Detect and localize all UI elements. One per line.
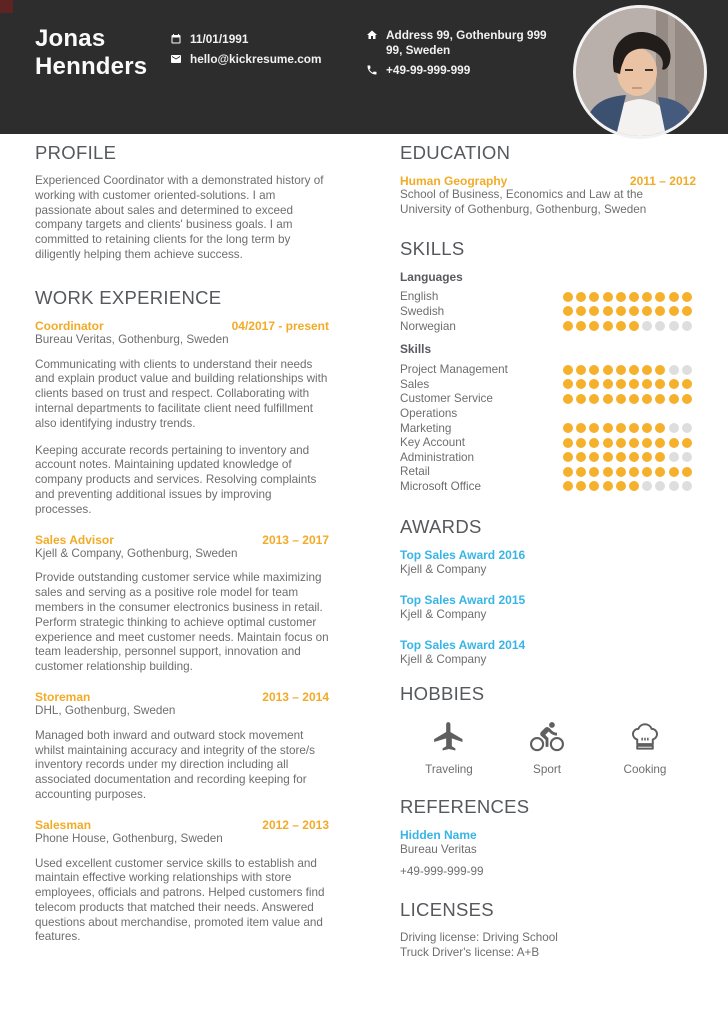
skill-name: Sales [400, 377, 430, 391]
skill-dot-filled [682, 438, 692, 448]
job-title: Coordinator [35, 318, 104, 333]
skill-name: Microsoft Office [400, 479, 481, 493]
skill-dot-filled [576, 438, 586, 448]
phone-row [366, 63, 547, 78]
skill-name: Marketing [400, 421, 452, 435]
address-row [366, 28, 547, 58]
job-description: Communicating with clients to understand their needs and explain product value and building relationships with clients based on trust and respect. Collaborating with internal departments to facilitate client need fulfillment also identifying industry trends. [35, 357, 328, 430]
skill-dot-filled [682, 292, 692, 302]
skill-dot-filled [629, 292, 639, 302]
skill-dot-filled [616, 365, 626, 375]
hobby-item [596, 719, 694, 776]
education-heading: EDUCATION [400, 142, 511, 163]
skill-dot-filled [629, 481, 639, 491]
profile-photo [573, 5, 707, 139]
skill-dot-filled [655, 292, 665, 302]
skill-dot-empty [655, 481, 665, 491]
skill-dot-filled [655, 365, 665, 375]
skill-dot-empty [669, 452, 679, 462]
skill-dot-filled [589, 306, 599, 316]
reference-name: Hidden Name [400, 827, 477, 842]
skill-dot-filled [589, 481, 599, 491]
skill-dot-filled [669, 306, 679, 316]
skill-dot-filled [589, 321, 599, 331]
award-title: Top Sales Award 2016 [400, 547, 526, 562]
work-experience-section [35, 287, 329, 946]
languages-label: Languages [400, 269, 463, 284]
skill-dot-filled [655, 467, 665, 477]
skill-dot-filled [589, 452, 599, 462]
references-heading: REFERENCES [400, 795, 530, 817]
hobbies-heading: HOBBIES [400, 682, 485, 704]
skill-rating [563, 292, 696, 302]
bicycle-icon [530, 719, 564, 755]
corner-mark [0, 0, 13, 13]
awards-section [400, 516, 696, 666]
job-date: 04/2017 - present [231, 318, 329, 333]
skill-dot-filled [563, 365, 573, 375]
skill-dot-filled [655, 394, 665, 404]
award-title: Top Sales Award 2015 [400, 592, 526, 607]
hobby-item [498, 719, 596, 776]
skills-list [400, 362, 696, 493]
skill-dot-filled [629, 306, 639, 316]
skill-dot-empty [682, 452, 692, 462]
skill-row [400, 377, 696, 392]
skill-dot-filled [603, 481, 613, 491]
skill-dot-filled [669, 292, 679, 302]
skill-name: Operations [400, 406, 458, 420]
address-line-2: 99, Sweden [386, 43, 451, 57]
job-entry [35, 319, 329, 518]
skill-dot-filled [629, 365, 639, 375]
skill-name: Swedish [400, 304, 445, 318]
skill-dot-filled [642, 306, 652, 316]
skill-row [400, 362, 696, 377]
award-entry [400, 593, 696, 621]
skill-dot-filled [616, 321, 626, 331]
skill-dot-empty [682, 423, 692, 433]
hobby-label: Traveling [425, 762, 473, 776]
left-column [35, 142, 329, 960]
skill-dot-filled [576, 452, 586, 462]
address [386, 28, 547, 58]
hobby-label: Sport [533, 762, 561, 776]
skill-dot-filled [616, 306, 626, 316]
job-company: Phone House, Gothenburg, Sweden [35, 831, 223, 845]
skill-dot-filled [616, 467, 626, 477]
contact-block-right [366, 28, 547, 83]
job-description: Managed both inward and outward stock movement whilst maintaining accuracy and integrity of the store/s inventory records under my direction including all associated documentation and recording keeping for accounting purposes. [35, 728, 315, 801]
skill-dot-empty [642, 321, 652, 331]
skill-dot-filled [576, 481, 586, 491]
birth-date-row [170, 32, 322, 47]
airplane-icon [432, 719, 466, 755]
envelope-icon [170, 53, 182, 65]
references-section [400, 796, 696, 878]
reference-company: Bureau Veritas [400, 842, 477, 856]
skill-dot-filled [629, 452, 639, 462]
job-description: Provide outstanding customer service while maximizing sales and serving as a positive role model for team members in the consumer electronics business in retail. Perform strategic thinking to achieve optimal customer experience and meet customer needs. Maintain focus on team leadership, personnel support, innovation and customer relationship building. [35, 571, 329, 674]
first-name: Jonas [35, 25, 106, 52]
skill-dot-filled [642, 394, 652, 404]
skill-dot-filled [576, 394, 586, 404]
award-entry [400, 548, 696, 576]
skill-rating [563, 379, 696, 389]
job-date: 2013 – 2014 [262, 689, 329, 704]
skill-rating [563, 321, 696, 331]
skill-dot-filled [563, 306, 573, 316]
skill-dot-filled [589, 394, 599, 404]
skill-dot-filled [603, 306, 613, 316]
languages-list [400, 290, 696, 334]
skill-dot-filled [642, 452, 652, 462]
skill-dot-filled [655, 306, 665, 316]
license-line: Driving license: Driving School [400, 930, 558, 944]
skill-dot-empty [669, 321, 679, 331]
skill-name: English [400, 290, 439, 304]
job-entry [35, 818, 329, 946]
skill-dot-filled [603, 423, 613, 433]
skill-dot-filled [629, 467, 639, 477]
skill-dot-filled [589, 379, 599, 389]
hobbies-section [400, 683, 696, 776]
skill-dot-filled [616, 481, 626, 491]
skill-dot-filled [576, 292, 586, 302]
skill-dot-filled [629, 438, 639, 448]
contact-block-left [170, 32, 322, 72]
skill-dot-empty [682, 365, 692, 375]
job-description: Keeping accurate records pertaining to inventory and account notes. Maintaining updated knowledge of company products and services. Resolving complaints and preventing additional issues by improving processes. [35, 443, 317, 516]
chef-hat-icon [628, 719, 662, 755]
skill-rating [563, 467, 696, 477]
skill-rating [563, 365, 696, 375]
award-org: Kjell & Company [400, 562, 487, 576]
job-entry [35, 690, 329, 803]
skill-dot-filled [616, 379, 626, 389]
award-entry [400, 638, 696, 666]
home-icon [366, 29, 378, 41]
skill-dot-empty [682, 321, 692, 331]
job-description: Used excellent customer service skills to establish and maintain effective working relationships with store employees, officials and patrons. Helped customers find telecom products that matched their needs. Answered questions about merchandise, promoted item value and features. [35, 856, 325, 944]
skill-dot-filled [563, 321, 573, 331]
skill-dot-filled [603, 379, 613, 389]
calendar-icon [170, 33, 182, 45]
skill-dot-filled [655, 452, 665, 462]
address-line-1: Address 99, Gothenburg 999 [386, 28, 547, 42]
skill-name: Retail [400, 465, 430, 479]
skills-label: Skills [400, 342, 432, 357]
skill-dot-filled [563, 452, 573, 462]
skill-rating [563, 438, 696, 448]
phone-icon [366, 64, 378, 76]
skill-dot-filled [603, 394, 613, 404]
licenses-section [400, 899, 696, 961]
skill-dot-filled [576, 467, 586, 477]
skill-name: Key Account [400, 436, 465, 450]
hobby-item [400, 719, 498, 776]
skill-dot-filled [655, 379, 665, 389]
award-title: Top Sales Award 2014 [400, 637, 526, 652]
skill-dot-empty [642, 481, 652, 491]
skill-dot-filled [603, 365, 613, 375]
skill-dot-filled [682, 379, 692, 389]
skill-dot-filled [629, 394, 639, 404]
skill-rating [563, 423, 696, 433]
skill-row [400, 465, 696, 480]
skill-rating [563, 452, 696, 462]
phone-number: +49-99-999-999 [386, 63, 471, 77]
profile-text: Experienced Coordinator with a demonstrated history of working with customer oriented-solutions. I am passionate about sales and determined to exceed company targets and clients' business goals. I am committed to retaining clients for the long term by diligently helping them achieve success. [35, 174, 324, 261]
education-school: School of Business, Economics and Law at the University of Gothenburg, Gothenburg, Sweden [400, 188, 647, 216]
skill-row [400, 406, 696, 421]
skill-dot-filled [563, 394, 573, 404]
job-title: Storeman [35, 689, 91, 704]
skill-dot-filled [642, 438, 652, 448]
skill-dot-filled [642, 292, 652, 302]
skill-dot-filled [589, 467, 599, 477]
skill-dot-empty [682, 481, 692, 491]
skill-dot-filled [629, 321, 639, 331]
job-title: Salesman [35, 817, 92, 832]
skill-name: Customer Service [400, 392, 493, 406]
skill-dot-filled [576, 379, 586, 389]
skill-row [400, 319, 696, 334]
skill-dot-filled [616, 394, 626, 404]
skill-dot-filled [642, 379, 652, 389]
skill-dot-filled [576, 306, 586, 316]
skill-dot-filled [603, 452, 613, 462]
award-org: Kjell & Company [400, 607, 487, 621]
skill-dot-filled [563, 379, 573, 389]
job-date: 2012 – 2013 [262, 817, 329, 832]
skill-dot-filled [669, 467, 679, 477]
skill-dot-filled [682, 394, 692, 404]
skill-dot-filled [563, 292, 573, 302]
skill-dot-filled [642, 365, 652, 375]
profile-section [35, 142, 329, 263]
skill-dot-filled [669, 394, 679, 404]
skill-dot-filled [563, 423, 573, 433]
skill-dot-filled [589, 292, 599, 302]
skill-dot-filled [563, 467, 573, 477]
award-org: Kjell & Company [400, 652, 487, 666]
skill-name: Norwegian [400, 319, 456, 333]
skill-row [400, 450, 696, 465]
skill-dot-filled [655, 438, 665, 448]
skill-dot-filled [616, 292, 626, 302]
skill-dot-filled [563, 438, 573, 448]
skill-row [400, 392, 696, 407]
skill-dot-filled [616, 452, 626, 462]
skill-dot-filled [576, 365, 586, 375]
skill-dot-filled [682, 467, 692, 477]
job-company: DHL, Gothenburg, Sweden [35, 703, 176, 717]
education-date: 2011 – 2012 [629, 174, 696, 188]
skills-section [400, 238, 696, 494]
skill-name: Project Management [400, 363, 508, 377]
skill-dot-filled [603, 438, 613, 448]
skill-dot-filled [589, 423, 599, 433]
birth-date: 11/01/1991 [190, 32, 249, 46]
job-company: Bureau Veritas, Gothenburg, Sweden [35, 332, 229, 346]
skill-dot-filled [642, 423, 652, 433]
hobby-label: Cooking [623, 762, 667, 776]
skill-row [400, 435, 696, 450]
skill-row [400, 421, 696, 436]
person-name [35, 25, 147, 81]
skill-dot-filled [655, 423, 665, 433]
skill-dot-filled [603, 292, 613, 302]
skill-dot-filled [616, 423, 626, 433]
skill-dot-empty [669, 423, 679, 433]
reference-phone: +49-999-999-99 [400, 864, 484, 878]
skill-dot-filled [563, 481, 573, 491]
skill-dot-filled [603, 321, 613, 331]
skill-row [400, 479, 696, 494]
skills-heading: SKILLS [400, 237, 465, 259]
skill-dot-filled [589, 365, 599, 375]
licenses-heading: LICENSES [400, 898, 494, 920]
skill-dot-filled [576, 321, 586, 331]
education-section [400, 142, 696, 218]
skill-dot-filled [669, 438, 679, 448]
skill-row [400, 304, 696, 319]
right-column [400, 142, 696, 960]
work-experience-heading: WORK EXPERIENCE [35, 286, 222, 308]
skill-dot-filled [629, 379, 639, 389]
job-company: Kjell & Company, Gothenburg, Sweden [35, 546, 238, 560]
email-row [170, 52, 322, 67]
skill-dot-filled [629, 423, 639, 433]
license-line: Truck Driver's license: A+B [400, 945, 540, 959]
skill-row [400, 290, 696, 305]
email: hello@kickresume.com [190, 52, 322, 66]
job-entry [35, 533, 329, 675]
education-field: Human Geography [400, 174, 508, 188]
profile-heading: PROFILE [35, 142, 117, 163]
job-title: Sales Advisor [35, 532, 114, 547]
skill-dot-filled [642, 467, 652, 477]
skill-dot-empty [669, 365, 679, 375]
skill-rating [563, 306, 696, 316]
skill-name: Administration [400, 450, 475, 464]
skill-rating [563, 481, 696, 491]
skill-dot-filled [589, 438, 599, 448]
job-date: 2013 – 2017 [262, 532, 329, 547]
skill-dot-filled [576, 423, 586, 433]
skill-dot-empty [655, 321, 665, 331]
skill-dot-filled [616, 438, 626, 448]
skill-dot-filled [669, 379, 679, 389]
skill-rating [563, 394, 696, 404]
skill-dot-filled [603, 467, 613, 477]
awards-heading: AWARDS [400, 515, 482, 537]
last-name: Hennders [35, 53, 148, 80]
skill-dot-empty [669, 481, 679, 491]
skill-dot-filled [682, 306, 692, 316]
